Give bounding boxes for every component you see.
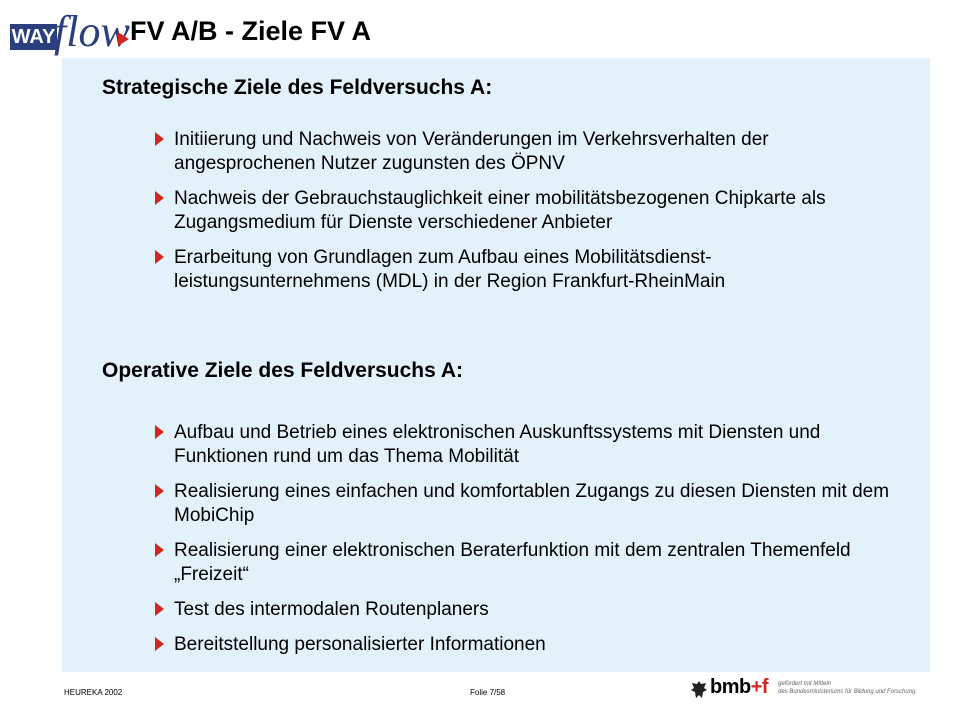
- sponsor-logo-suffix: +f: [750, 676, 769, 698]
- triangle-right-icon: [155, 132, 164, 146]
- logo-arrow-icon: [118, 32, 129, 46]
- sponsor-block: [690, 676, 940, 706]
- list-item-text: Realisierung einer elektronischen Beraterfunktion mit dem zentralen Themenfeld „Freizeit“: [174, 540, 851, 585]
- list-item-text: Realisierung eines einfachen und komfortablen Zugangs zu diesen Diensten mit dem MobiChip: [174, 481, 890, 526]
- sponsor-text-line-1: gefördert mit Mitteln: [778, 681, 832, 687]
- list-item: [152, 539, 902, 587]
- triangle-right-icon: [155, 425, 164, 439]
- list-item: [152, 246, 902, 294]
- operative-goals-list: [152, 421, 902, 668]
- list-item: [152, 187, 902, 235]
- operative-goals-heading: Operative Ziele des Feldversuchs A:: [102, 359, 464, 382]
- triangle-right-icon: [155, 191, 164, 205]
- logo-way-text: WAY: [11, 26, 56, 48]
- sponsor-logo: [710, 676, 768, 699]
- sponsor-logo-main: bmb: [710, 676, 751, 698]
- list-item: [152, 633, 902, 657]
- triangle-right-icon: [155, 637, 164, 651]
- list-item: [152, 128, 902, 176]
- sponsor-text: [778, 680, 915, 696]
- triangle-right-icon: [155, 484, 164, 498]
- footer-event-label: HEUREKA 2002: [64, 688, 123, 697]
- strategic-goals-heading: Strategische Ziele des Feldversuchs A:: [102, 76, 493, 99]
- list-item: [152, 480, 902, 528]
- list-item: [152, 598, 902, 622]
- list-item-text: Aufbau und Betrieb eines elektronischen Auskunftssystems mit Diensten und Funktionen rund um das Thema Mobilität: [174, 422, 821, 467]
- triangle-right-icon: [155, 250, 164, 264]
- list-item-text: Nachweis der Gebrauchstauglichkeit einer mobilitätsbezogenen Chipkarte als Zugangsmedium für Dienste verschiedener Anbieter: [174, 188, 826, 233]
- logo-flow-text: flow: [54, 7, 130, 56]
- strategic-goals-list: [152, 128, 902, 305]
- slide-title: FV A/B - Ziele FV A: [130, 16, 372, 46]
- list-item: [152, 421, 902, 469]
- wayflow-logo: [10, 8, 128, 68]
- footer-slide-number: Folie 7/58: [470, 688, 506, 697]
- list-item-text: Initiierung und Nachweis von Veränderungen im Verkehrsverhalten der angesprochenen Nutzer zugunsten des ÖPNV: [174, 129, 769, 174]
- list-item-text: Test des intermodalen Routenplaners: [174, 599, 489, 620]
- triangle-right-icon: [155, 543, 164, 557]
- triangle-right-icon: [155, 602, 164, 616]
- federal-eagle-icon: [690, 680, 708, 700]
- list-item-text: Erarbeitung von Grundlagen zum Aufbau eines Mobilitätsdienst-leistungsunternehmens (MDL) in der Region Frankfurt-RheinMain: [174, 247, 726, 292]
- sponsor-text-line-2: des Bundesministeriums für Bildung und Forschung: [778, 689, 916, 695]
- list-item-text: Bereitstellung personalisierter Informationen: [174, 634, 546, 655]
